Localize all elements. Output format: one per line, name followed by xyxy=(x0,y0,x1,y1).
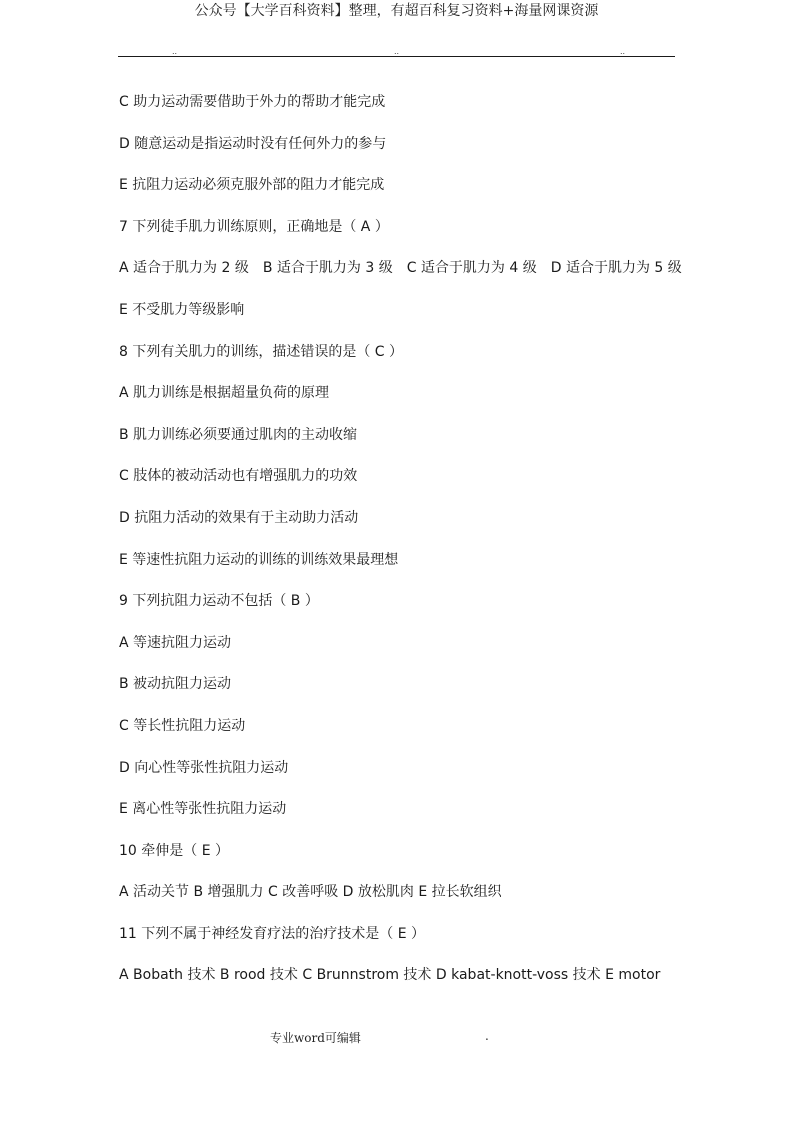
header-note: 公众号【大学百科资料】整理，有超百科复习资料+海量网课资源 xyxy=(194,3,599,19)
option-line: C 肢体的被动活动也有增强肌力的功效 xyxy=(119,468,358,485)
header-rule xyxy=(118,56,675,57)
option-line: D 向心性等张性抗阻力运动 xyxy=(119,759,289,776)
header-rule-mark-right: .. xyxy=(620,47,626,56)
question-line: 9 下列抗阻力运动不包括（ B ） xyxy=(119,593,319,610)
option-line: A 等速抗阻力运动 xyxy=(119,634,232,651)
option-line: A 适合于肌力为 2 级 B 适合于肌力为 3 级 C 适合于肌力为 4 级 D 适合于肌力为 5 级 xyxy=(119,260,682,277)
text-line: E 抗阻力运动必须克服外部的阻力才能完成 xyxy=(119,177,385,194)
question-line: 8 下列有关肌力的训练，描述错误的是（ C ） xyxy=(119,343,404,360)
document-body xyxy=(119,90,682,1005)
text-line: D 随意运动是指运动时没有任何外力的参与 xyxy=(119,135,387,152)
option-line: C 等长性抗阻力运动 xyxy=(119,717,246,734)
footer-dot: . xyxy=(485,1029,489,1043)
header-rule-mark-left: .. xyxy=(172,47,178,56)
option-line: A 活动关节 B 增强肌力 C 改善呼吸 D 放松肌肉 E 拉长软组织 xyxy=(119,884,502,901)
option-line: E 等速性抗阻力运动的训练的训练效果最理想 xyxy=(119,551,399,568)
text-line: C 助力运动需要借助于外力的帮助才能完成 xyxy=(119,94,386,110)
header-rule-mark-center: .. xyxy=(394,47,400,56)
question-line: 7 下列徒手肌力训练原则，正确地是（ A ） xyxy=(119,218,389,235)
option-line: E 离心性等张性抗阻力运动 xyxy=(119,801,287,818)
question-line: 10 牵伸是（ E ） xyxy=(119,842,230,859)
option-line: D 抗阻力活动的效果有于主动助力活动 xyxy=(119,509,359,526)
footer-label: 专业word可编辑 xyxy=(270,1031,361,1045)
option-line: B 被动抗阻力运动 xyxy=(119,676,232,693)
option-line: E 不受肌力等级影响 xyxy=(119,301,245,318)
question-line: 11 下列不属于神经发育疗法的治疗技术是（ E ） xyxy=(119,925,426,942)
option-line: A 肌力训练是根据超量负荷的原理 xyxy=(119,385,330,402)
option-line: A Bobath 技术 B rood 技术 C Brunnstrom 技术 D kabat-knott-voss 技术 E motor xyxy=(119,967,661,984)
option-line: B 肌力训练必须要通过肌肉的主动收缩 xyxy=(119,426,358,443)
